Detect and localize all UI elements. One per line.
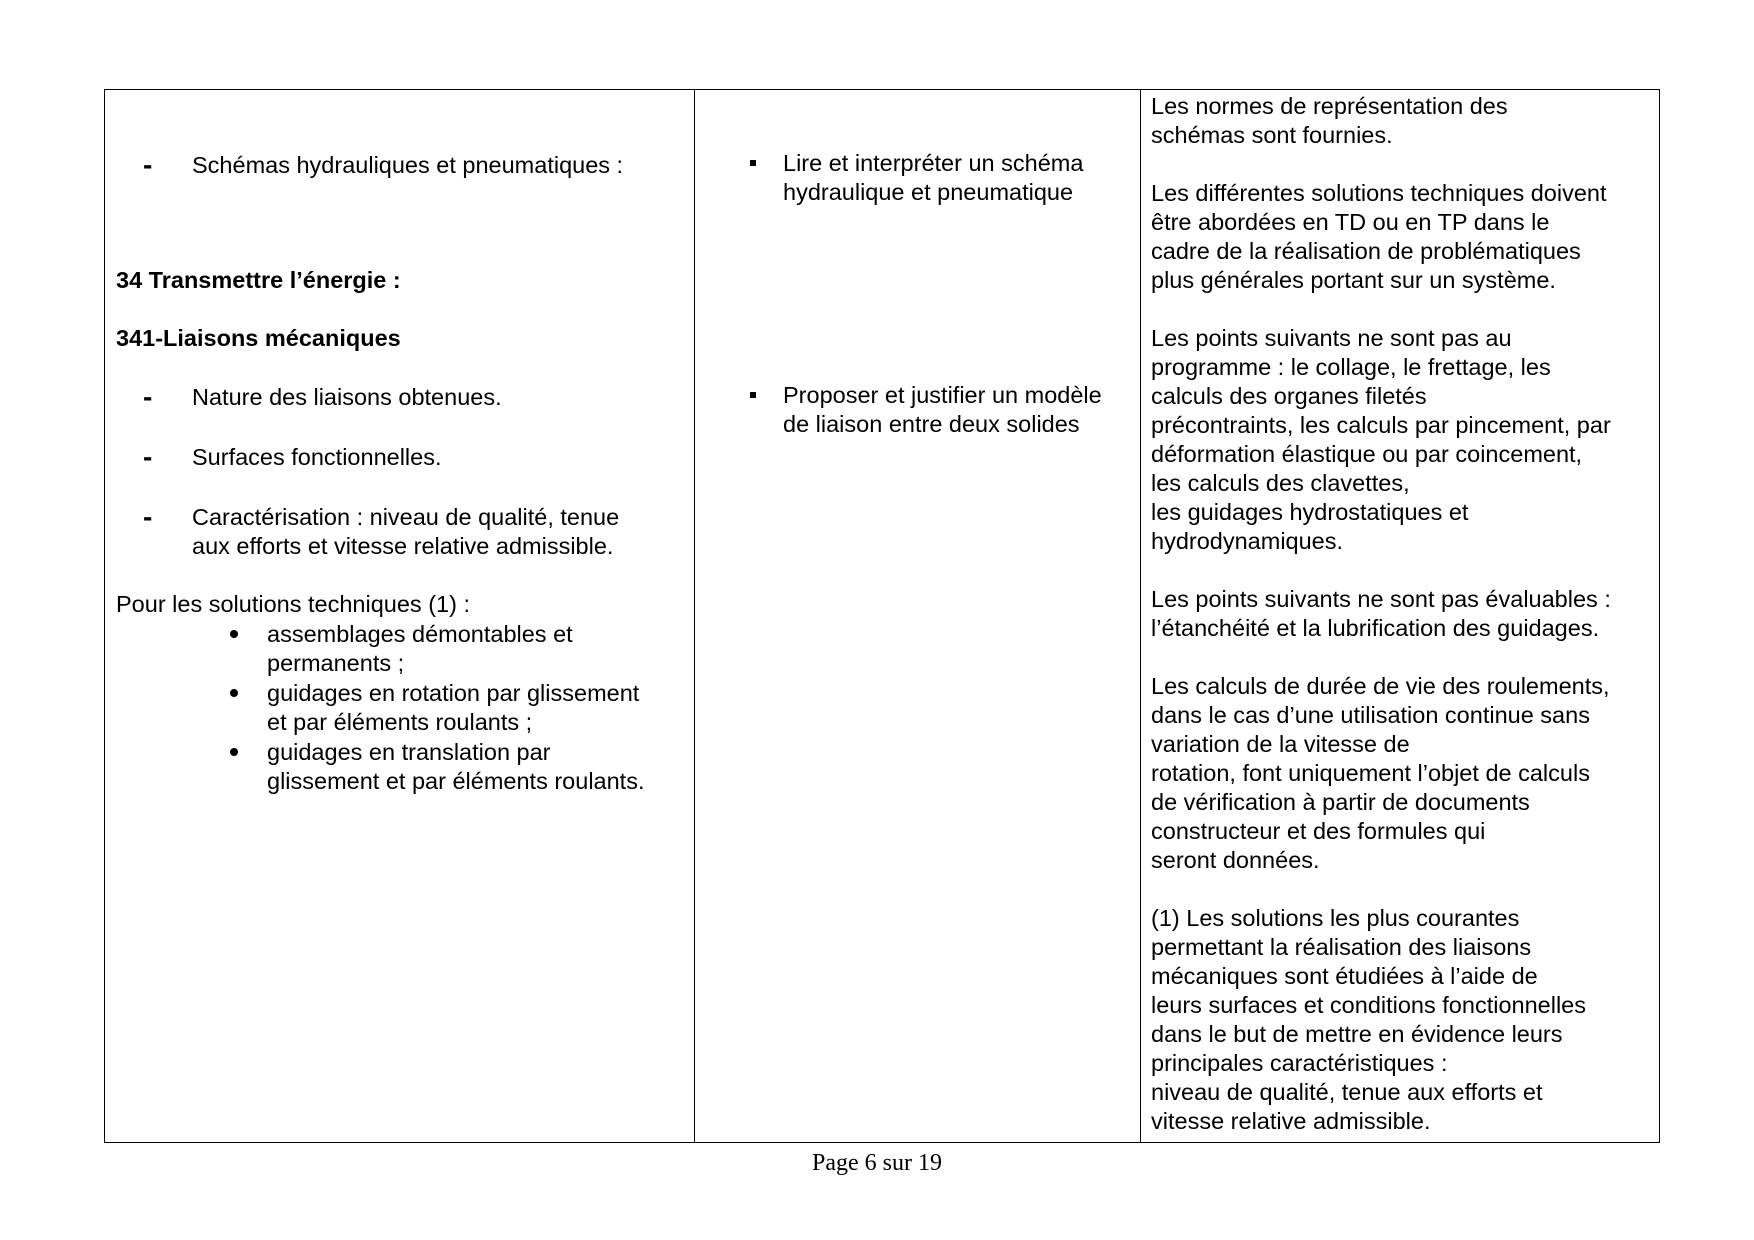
skill-item: de liaison entre deux solides [783,411,1080,437]
list-item: Nature des liaisons obtenues. [192,384,502,410]
comments-column [1140,90,1661,1142]
bullet-dot [230,689,238,697]
list-item: aux efforts et vitesse relative admissible. [192,533,614,559]
program-table [104,89,1660,1143]
dash-bullet: - [143,381,153,412]
comment-line: leurs surfaces et conditions fonctionnelles [1151,992,1586,1018]
comment-line: mécaniques sont étudiées à l’aide de [1151,963,1538,989]
list-item: permanents ; [267,650,405,676]
comment-line: vitesse relative admissible. [1151,1108,1431,1134]
comment-line: calculs des organes filetés [1151,383,1427,409]
dash-bullet: - [143,441,153,472]
comment-line: programme : le collage, le frettage, les [1151,354,1551,380]
page-number: Page 6 sur 19 [812,1150,942,1176]
list-item: Surfaces fonctionnelles. [192,444,442,470]
list-item: et par éléments roulants ; [267,709,533,735]
comment-line: variation de la vitesse de [1151,731,1410,757]
list-item: guidages en rotation par glissement [267,680,640,706]
list-item: Caractérisation : niveau de qualité, tenue [192,504,620,530]
comment-line: principales caractéristiques : [1151,1050,1448,1076]
comment-line: l’étanchéité et la lubrification des guidages. [1151,615,1600,641]
skill-item: Lire et interpréter un schéma [783,150,1084,176]
section-heading-34: 34 Transmettre l’énergie : [116,267,401,293]
comment-line: les calculs des clavettes, [1151,470,1410,496]
comment-line: Les différentes solutions techniques doivent [1151,180,1607,206]
comment-line: seront données. [1151,847,1320,873]
bullet-dot [230,630,238,638]
comment-line: plus générales portant sur un système. [1151,267,1556,293]
comment-line: précontraints, les calculs par pincement, par [1151,412,1611,438]
comment-line: dans le but de mettre en évidence leurs [1151,1021,1563,1047]
comment-line: Les points suivants ne sont pas évaluables : [1151,586,1611,612]
comment-line: niveau de qualité, tenue aux efforts et [1151,1079,1543,1105]
comment-line: (1) Les solutions les plus courantes [1151,905,1520,931]
skills-column [694,90,1140,1142]
content-column [105,90,694,1142]
schemas-item: Schémas hydrauliques et pneumatiques : [192,152,624,178]
comment-line: Les normes de représentation des [1151,93,1508,119]
solutions-intro: Pour les solutions techniques (1) : [116,591,470,617]
section-heading-341: 341-Liaisons mécaniques [116,325,401,351]
comment-line: hydrodynamiques. [1151,528,1344,554]
list-item: glissement et par éléments roulants. [267,768,645,794]
square-bullet [750,160,756,166]
comment-line: Les calculs de durée de vie des roulements, [1151,673,1610,699]
comment-line: cadre de la réalisation de problématiques [1151,238,1581,264]
list-item: guidages en translation par [267,739,551,765]
comment-line: déformation élastique ou par coincement, [1151,441,1583,467]
comment-line: rotation, font uniquement l’objet de calculs [1151,760,1590,786]
skill-item: hydraulique et pneumatique [783,179,1074,205]
comment-line: constructeur et des formules qui [1151,818,1486,844]
comment-line: schémas sont fournies. [1151,122,1393,148]
comment-line: permettant la réalisation des liaisons [1151,934,1532,960]
comment-line: les guidages hydrostatiques et [1151,499,1469,525]
comment-line: dans le cas d’une utilisation continue sans [1151,702,1590,728]
square-bullet [750,392,756,398]
bullet-dot [230,748,238,756]
list-item: assemblages démontables et [267,621,573,647]
comment-line: de vérification à partir de documents [1151,789,1530,815]
skill-item: Proposer et justifier un modèle [783,382,1102,408]
dash-bullet: - [143,149,153,180]
dash-bullet: - [143,501,153,532]
comment-line: Les points suivants ne sont pas au [1151,325,1512,351]
comment-line: être abordées en TD ou en TP dans le [1151,209,1550,235]
